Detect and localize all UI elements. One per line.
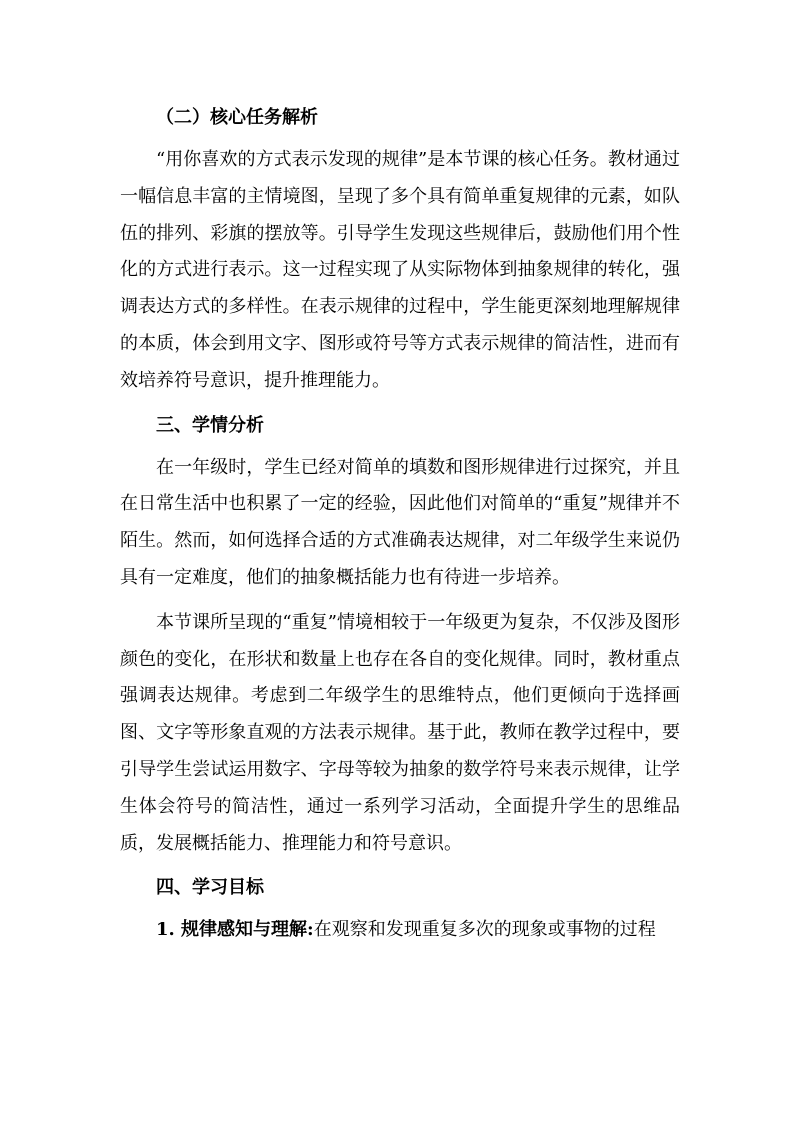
objective-item-1-label: 1. 规律感知与理解:	[156, 919, 314, 941]
document-body	[120, 100, 680, 948]
objective-item-1-text: 在观察和发现重复多次的现象或事物的过程	[313, 919, 656, 941]
section-heading-core-task: （二）核心任务解析	[156, 107, 318, 128]
section-heading-learner-analysis: 三、学情分析	[156, 414, 264, 436]
section-heading-objectives: 四、学习目标	[156, 877, 264, 899]
objective-item-1	[120, 912, 680, 948]
paragraph-core-task: “用你喜欢的方式表示发现的规律”是本节课的核心任务。教材通过一幅信息丰富的主情境图，呈现了多个具有简单重复规律的元素，如队伍的排列、彩旗的摆放等。引导学生发现这些规律后，鼓励他们用个性化的方式进行表示。这一过程实现了从实际物体到抽象规律的转化，强调表达方式的多样性。在表示规律的过程中，学生能更深刻地理解规律的本质，体会到用文字、图形或符号等方式表示规律的简洁性，进而有效培养符号意识，提升推理能力。	[120, 149, 680, 391]
paragraph-learner-analysis-1: 在一年级时，学生已经对简单的填数和图形规律进行过探究，并且在日常生活中也积累了一定的经验，因此他们对简单的“重复”规律并不陌生。然而，如何选择合适的方式准确表达规律，对二年级学生来说仍具有一定难度，他们的抽象概括能力也有待进一步培养。	[120, 456, 680, 588]
paragraph-learner-analysis-2: 本节课所呈现的“重复”情境相较于一年级更为复杂，不仅涉及图形颜色的变化，在形状和数量上也存在各自的变化规律。同时，教材重点强调表达规律。考虑到二年级学生的思维特点，他们更倾向于选择画图、文字等形象直观的方法表示规律。基于此，教师在教学过程中，要引导学生尝试运用数字、字母等较为抽象的数学符号来表示规律，让学生体会符号的简洁性，通过一系列学习活动，全面提升学生的思维品质，发展概括能力、推理能力和符号意识。	[120, 611, 680, 854]
